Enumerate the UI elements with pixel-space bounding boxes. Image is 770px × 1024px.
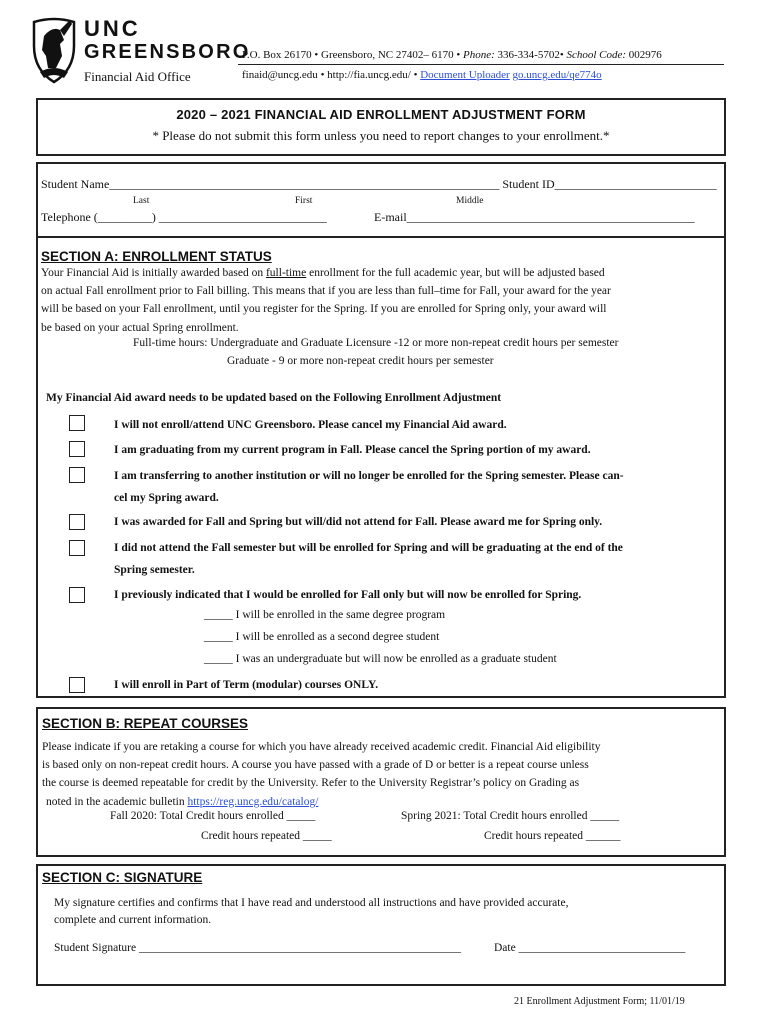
date-row <box>494 942 685 954</box>
option-checkbox-6[interactable] <box>69 587 85 603</box>
student-name-field[interactable]: _________________________________________________________________ <box>109 177 500 191</box>
email-row <box>374 210 695 225</box>
name-last-caption: Last <box>133 196 150 206</box>
section-c-heading: SECTION C: SIGNATURE <box>42 870 203 885</box>
option-label-1: I will not enroll/attend UNC Greensboro. Please cancel my Financial Aid award. <box>114 419 507 431</box>
email-label: E-mail <box>374 210 407 224</box>
section-a-line-4: be based on your actual Spring enrollment. <box>41 321 239 334</box>
option-label-5a: I did not attend the Fall semester but will be enrolled for Spring and will be graduating at the end of the <box>114 542 623 554</box>
student-name-row <box>41 177 717 192</box>
option-label-5b: Spring semester. <box>114 564 195 576</box>
address: P.O. Box 26170 • Greensboro, NC 27402– 6170 • <box>242 49 463 61</box>
option-label-2: I am graduating from my current program in Fall. Please cancel the Spring portion of my award. <box>114 444 591 456</box>
fulltime-hours-line-2: Graduate - 9 or more non-repeat credit hours per semester <box>227 355 494 367</box>
section-b-paragraph <box>42 738 732 811</box>
student-name-label: Student Name <box>41 177 110 191</box>
form-subtitle: * Please do not submit this form unless you need to report changes to your enrollment.* <box>152 128 610 143</box>
university-logo <box>28 14 251 88</box>
signature-label: Student Signature <box>54 942 139 954</box>
date-label: Date <box>494 942 519 954</box>
full-time-underlined: full-time <box>265 267 307 279</box>
section-c-paragraph <box>54 895 568 929</box>
header-contact-line <box>242 69 602 81</box>
spring-repeated-hours[interactable]: Credit hours repeated ______ <box>484 830 621 842</box>
school-code-label: School Code: <box>563 49 627 61</box>
option-checkbox-3[interactable] <box>69 467 85 483</box>
sub-option-undergrad-to-grad[interactable]: _____ I was an undergraduate but will now be enrolled as a graduate student <box>204 653 557 665</box>
header-website: • http://fia.uncg.edu/ • <box>317 69 421 81</box>
section-b-line-4: noted in the academic bulletin https://reg.uncg.edu/catalog/ <box>46 795 319 808</box>
phone: 336-334-5702• <box>494 49 564 61</box>
option-checkbox-4[interactable] <box>69 514 85 530</box>
signature-field[interactable]: ________________________________________________________ <box>138 942 461 954</box>
school-code: 002976 <box>626 49 662 61</box>
telephone-label: Telephone ( <box>41 210 98 224</box>
form-title: 2020 – 2021 FINANCIAL AID ENROLLMENT ADJUSTMENT FORM <box>176 107 586 122</box>
form-title-box <box>36 98 726 156</box>
section-c-line-2: complete and current information. <box>54 914 212 926</box>
section-a-line-3: will be based on your Fall enrollment, until you register for the Spring. If you are enrolled for Spring only, your award will <box>41 303 607 316</box>
telephone-field[interactable]: _________) ____________________________ <box>97 210 327 224</box>
fall-total-hours[interactable]: Fall 2020: Total Credit hours enrolled _____ <box>110 810 316 822</box>
student-id-field[interactable]: ___________________________ <box>554 177 717 191</box>
catalog-link[interactable]: https://reg.uncg.edu/catalog/ <box>187 795 319 808</box>
name-first-caption: First <box>295 196 313 206</box>
phone-label: Phone: <box>462 49 495 61</box>
spartan-logo-icon <box>30 16 78 86</box>
header-email: finaid@uncg.edu <box>242 69 318 81</box>
adjustment-prompt: My Financial Aid award needs to be updated based on the Following Enrollment Adjustment <box>46 392 502 404</box>
header-divider <box>238 64 724 65</box>
option-label-6: I previously indicated that I would be enrolled for Fall only but will now be enrolled for Spring. <box>114 589 582 601</box>
sub-option-second-degree[interactable]: _____ I will be enrolled as a second degree student <box>204 631 440 643</box>
uploader-url-link[interactable]: go.uncg.edu/qe774o <box>512 69 602 81</box>
header-address-line <box>242 49 662 61</box>
option-label-3b: cel my Spring award. <box>114 492 219 504</box>
section-a-heading: SECTION A: ENROLLMENT STATUS <box>41 249 272 264</box>
section-b-line-3: the course is deemed repeatable for credit by the University. Refer to the University Registrar’s policy on Grading as <box>42 777 580 790</box>
footer-form-id: 21 Enrollment Adjustment Form; 11/01/19 <box>514 996 685 1007</box>
name-middle-caption: Middle <box>456 196 484 206</box>
section-b-line-1: Please indicate if you are retaking a course for which you have already received academic credit. Financial Aid eligibility <box>42 741 601 753</box>
logo-greensboro: GREENSBORO <box>84 41 251 63</box>
fall-repeated-hours[interactable]: Credit hours repeated _____ <box>201 830 332 842</box>
option-checkbox-7[interactable] <box>69 677 85 693</box>
option-checkbox-2[interactable] <box>69 441 85 457</box>
date-field[interactable]: _____________________________ <box>518 942 686 954</box>
section-b-line-2: is based only on non-repeat credit hours. A course you have passed with a grade of D or better is a repeat course unless <box>42 759 589 772</box>
email-field[interactable]: ________________________________________________ <box>406 210 695 224</box>
option-checkbox-1[interactable] <box>69 415 85 431</box>
fulltime-hours-line-1: Full-time hours: Undergraduate and Graduate Licensure -12 or more non-repeat credit hours per semester <box>133 337 619 349</box>
option-label-4: I was awarded for Fall and Spring but will/did not attend for Fall. Please award me for Spring only. <box>114 516 603 528</box>
section-a-line-2: on actual Fall enrollment prior to Fall billing. This means that if you are less than full–time for Fall, your award for the year <box>41 285 611 298</box>
option-label-7: I will enroll in Part of Term (modular) courses ONLY. <box>114 679 379 691</box>
option-checkbox-5[interactable] <box>69 540 85 556</box>
student-info-divider <box>38 236 724 238</box>
section-a-paragraph <box>41 264 731 337</box>
signature-row <box>54 942 461 954</box>
option-label-3a: I am transferring to another institution or will no longer be enrolled for the Spring semester. Please can- <box>114 470 624 482</box>
sub-option-same-degree[interactable]: _____ I will be enrolled in the same degree program <box>204 609 446 621</box>
document-uploader-link[interactable]: Document Uploader <box>420 69 510 81</box>
student-id-label: Student ID <box>502 177 555 191</box>
logo-financial-aid-office: Financial Aid Office <box>84 69 191 84</box>
section-c-line-1: My signature certifies and confirms that I have read and understood all instructions and have provided accurate, <box>54 897 569 909</box>
section-b-heading: SECTION B: REPEAT COURSES <box>42 716 249 731</box>
section-a-line-1: Your Financial Aid is initially awarded based on full-time enrollment for the full academic year, but will be adjusted based <box>41 267 605 279</box>
logo-unc: UNC <box>84 16 141 41</box>
telephone-email-row <box>41 210 327 225</box>
spring-total-hours[interactable]: Spring 2021: Total Credit hours enrolled _____ <box>401 810 620 822</box>
